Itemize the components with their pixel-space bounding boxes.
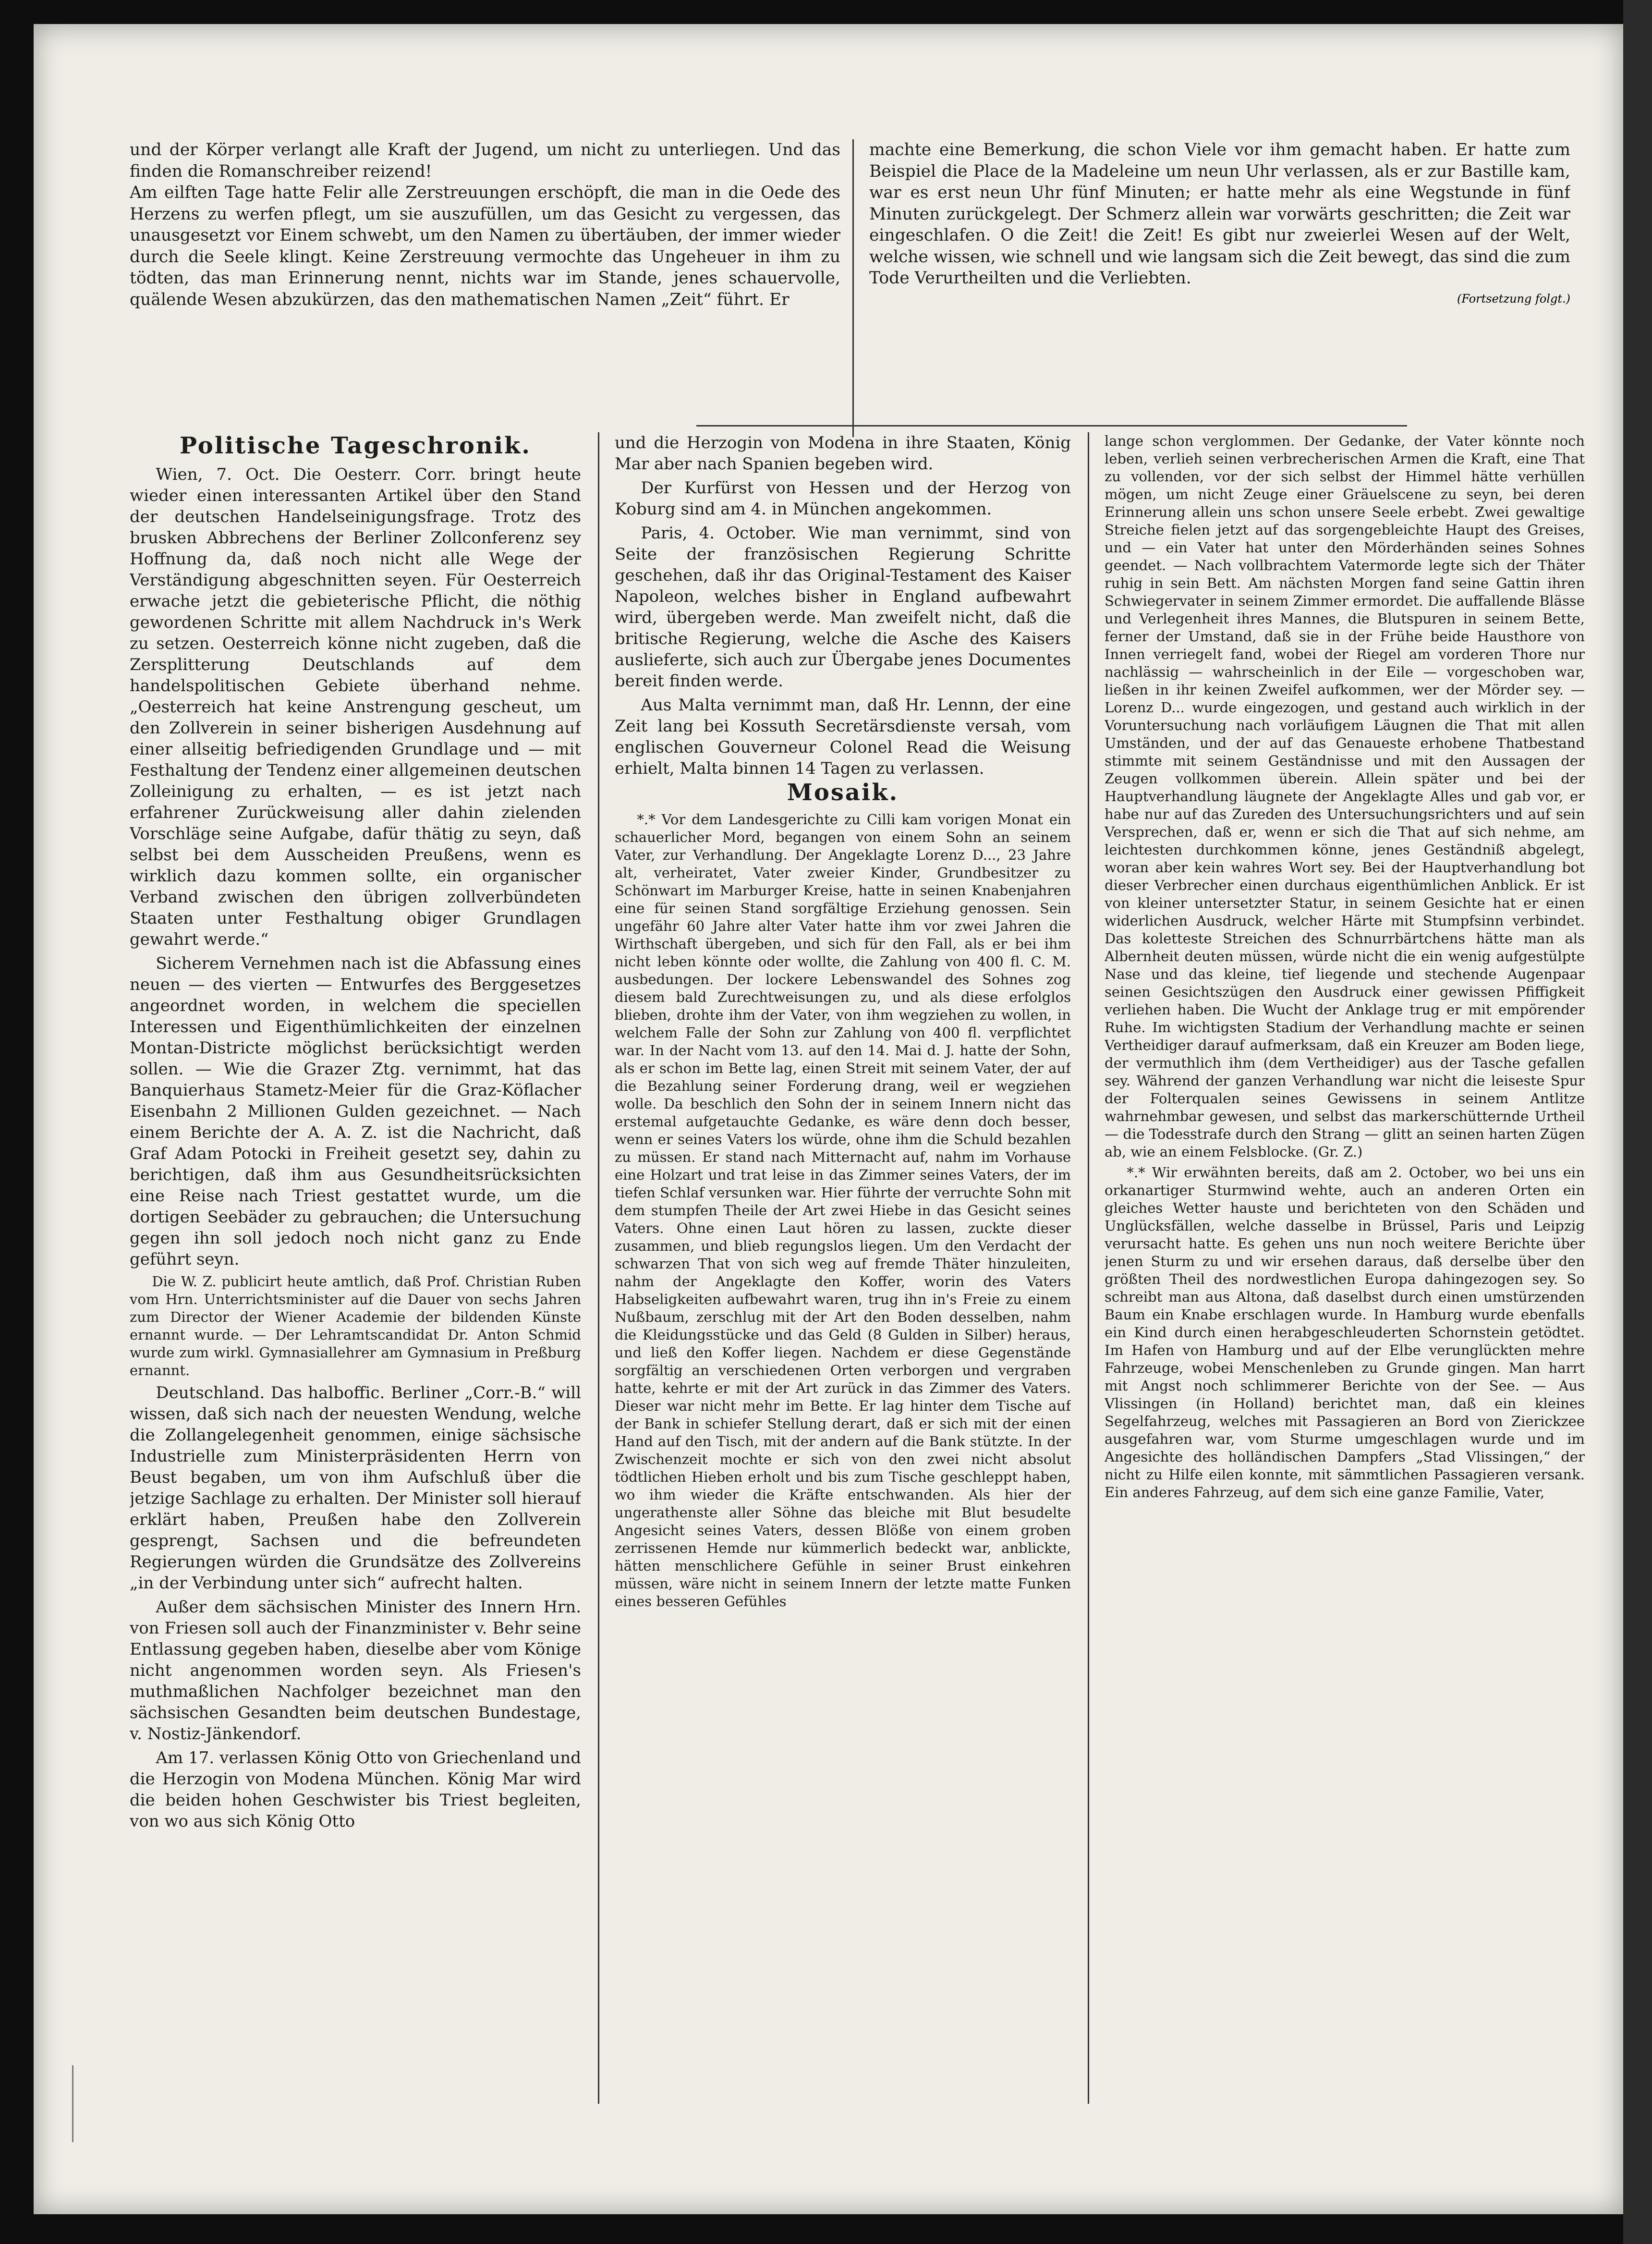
section-divider [696, 425, 1407, 427]
novel-text-right: machte eine Bemerkung, die schon Viele vor ihm gemacht haben. Er hatte zum Beispiel die Place de la Madeleine um neun Uhr verlassen, als er zur Bastille kam, war es erst neun Uhr fünf Minuten; er hatte mehr als eine Wegstunde in fünf Minuten zurückgelegt. Der Schmerz allein war vorwärts geschritten; die Zeit war eingeschlafen. O die Zeit! die Zeit! Es gibt nur zweierlei Wesen auf der Welt, welche wissen, wie schnell und wie langsam sich die Zeit bewegt, das sind die zum Tode Verurtheilten und die Verliebten. [869, 140, 1570, 288]
article-wien: Wien, 7. Oct. Die Oesterr. Corr. bringt heute wieder einen interessanten Artikel über den Stand der deutschen Handelseinigungsfrage. Trotz des brusken Abbrechens der Berliner Zollconferenz sey Hoffnung da, daß noch nicht alle Wege der Verständigung abgeschnitten seyen. Für Oesterreich erwache jetzt die gebieterische Pflicht, die nöthig gewordenen Schritte mit allem Nachdruck in's Werk zu setzen. Oesterreich könne nicht zugeben, daß die Zersplitterung Deutschlands auf dem handelspolitischen Gebiete überhand nehme. „Oesterreich hat keine Anstrengung gescheut, um den Zollverein in seiner bisherigen Ausdehnung auf einer allseitig befriedigenden Grundlage und — mit Festhaltung der Tendenz einer allgemeinen deutschen Zolleinigung zu erhalten, — es ist jetzt nach erfahrener Zurückweisung aller dahin zielenden Vorschläge seine Aufgabe, dafür thätig zu seyn, daß selbst bei dem Ausscheiden Preußens, wenn es wirklich dazu kommen sollte, ein organischer Verband zwischen den übrigen zollverbündeten Staaten unter Festhaltung obiger Grundlagen gewahrt werde.“ [130, 465, 581, 949]
article-saxony-ministers: Außer dem sächsischen Minister des Innern Hrn. von Friesen soll auch der Finanzminister v. Behr seine Entlassung gegeben haben, dieselbe aber vom Könige nicht angenommen worden seyn. Als Friesen's muthmaßlichen Nachfolger bezeichnet man den sächsischen Gesandten beim deutschen Bundestage, v. Nostiz-Jänkendorf. [130, 1598, 581, 1744]
article-deutschland: Deutschland. Das halboffic. Berliner „Corr.-B.“ will wissen, daß sich nach der neuesten Wendung, welche die Zollangelegenheit genommen, einige sächsische Industrielle zum Ministerpräsidenten Herrn von Beust begaben, um von ihm Aufschluß über die jetzige Sachlage zu erhalten. Der Minister soll hierauf erklärt haben, Preußen habe den Zollverein gesprengt, Sachsen und die befreundeten Regierungen würden die Grundsätze des Zollvereins „in der Verbindung unter sich“ aufrecht halten. [130, 1383, 581, 1593]
column-middle [615, 432, 1071, 2104]
column-politics [130, 432, 581, 2104]
continuation-note: (Fortsetzung folgt.) [1457, 292, 1570, 305]
top-right-column [869, 139, 1570, 447]
article-berggesetz: Sicherem Vernehmen nach ist die Abfassung eines neuen — des vierten — Entwurfes des Berggesetzes angeordnet worden, in welchem die speciellen Interessen und Eigenthümlichkeiten der einzelnen Montan-Districte möglichst berücksichtigt werden sollen. — Wie die Grazer Ztg. vernimmt, hat das Banquierhaus Stametz-Meier für die Graz-Köflacher Eisenbahn 2 Millionen Gulden gezeichnet. — Nach einem Berichte der A. A. Z. ist die Nachricht, daß Graf Adam Potocki in Freiheit gesetzt sey, dahin zu berichtigen, daß ihm aus Gesundheitsrücksichten eine Reise nach Triest gestattet wurde, um die dortigen Seebäder zu gebrauchen; die Untersuchung gegen ihn soll jedoch noch nicht ganz zu Ende geführt seyn. [130, 954, 581, 1269]
mosaik-heading: Mosaik. [787, 779, 899, 806]
column-divider-2 [1088, 432, 1089, 2104]
article-king-otto: Am 17. verlassen König Otto von Griechenland und die Herzogin von Modena München. König Mar wird die beiden hohen Geschwister bis Triest begleiten, von wo aus sich König Otto [130, 1748, 581, 1831]
article-malta: Aus Malta vernimmt man, daß Hr. Lennn, der eine Zeit lang bei Kossuth Secretärsdienste versah, vom englischen Gouverneur Colonel Read die Weisung erhielt, Malta binnen 14 Tagen zu verlassen. [615, 695, 1071, 778]
politics-heading: Politische Tageschronik. [180, 432, 531, 459]
column-right [1105, 432, 1585, 2104]
column-divider-1 [598, 432, 599, 2104]
novel-text-left: und der Körper verlangt alle Kraft der Jugend, um nicht zu unterliegen. Und das finden die Romanschreiber reizend! Am eilften Tage hatte Felir alle Zerstreuungen erschöpft, die man in die Oede des Herzens zu werfen pflegt, um sie auszufüllen, um das Gesicht zu vergessen, das unausgesetzt vor Einem schwebt, um den Namen zu übertäuben, der immer wieder durch die Seele klingt. Keine Zerstreuung vermochte das Ungeheuer in ihm zu tödten, das man Erinnerung nennt, nichts war im Stande, jenes schauervolle, quälende Wesen abzukürzen, das den mathematischen Namen „Zeit“ führt. Er [130, 140, 840, 309]
article-cilli-murder: *.* Vor dem Landesgerichte zu Cilli kam vorigen Monat ein schauerlicher Mord, begangen von einem Sohn an seinem Vater, zur Verhandlung. Der Angeklagte Lorenz D..., 23 Jahre alt, verheiratet, Vater zweier Kinder, Grundbesitzer zu Schönwart im Marburger Kreise, hatte in seinen Knabenjahren eine für seinen Stand sorgfältige Erziehung genossen. Sein ungefähr 60 Jahre alter Vater hatte ihm vor zwei Jahren die Wirthschaft übergeben, und sich für den Fall, als er bei ihm nicht leben könnte oder wollte, die Zahlung von 400 fl. C. M. ausbedungen. Der lockere Lebenswandel des Sohnes zog diesem bald Zurechtweisungen zu, und als diese erfolglos blieben, drohte ihm der Vater, von ihm wegziehen zu wollen, in welchem Falle der Sohn zur Zahlung von 400 fl. verpflichtet war. In der Nacht vom 13. auf den 14. Mai d. J. hatte der Sohn, als er schon im Bette lag, einen Streit mit seinem Vater, der auf die Bezahlung seiner Forderung drang, weil er wegziehen wolle. Da beschlich den Sohn der in seinem Innern nicht das erstemal aufgetauchte Gedanke, es wäre denn doch besser, wenn er seines Vaters los würde, ohne ihm die Schuld bezahlen zu müssen. Er stand nach Mitternacht auf, nahm im Vorhause eine Holzart und trat leise in das Zimmer seines Vaters, der im tiefen Schlaf versunken war. Hier führte der verruchte Sohn mit dem stumpfen Theile der Art zwei Hiebe in das Gesicht seines Vaters. Ohne einen Laut hören zu lassen, zuckte dieser zusammen, und blieb regungslos liegen. Um den Verdacht der schwarzen That von sich weg auf fremde Thäter hinzuleiten, nahm der Angeklagte den Koffer, worin des Vaters Habseligkeiten aufbewahrt waren, trug ihn in's Freie zu einem Nußbaum, zerschlug mit der Art den Boden desselben, nahm die Kleidungsstücke und das Geld (8 Gulden in Silber) heraus, und ließ den Koffer liegen. Nachdem er diese Gegenstände sorgfältig an verschiedenen Orten verborgen und vergraben hatte, kehrte er mit der Art zurück in das Zimmer des Vaters. Dieser war nicht mehr im Bette. Er lag hinter dem Tische auf der Bank in schiefer Stellung derart, daß er sich mit der einen Hand auf den Tisch, mit der andern auf die Bank stützte. In der Zwischenzeit mochte er sich von den zwei nicht absolut tödtlichen Hieben erholt und bis zum Tische geschleppt haben, wo ihm wieder die Kräfte entschwanden. Als hier der ungerathenste aller Söhne das bleiche mit Blut besudelte Angesicht seines Vaters, dessen Blöße von einem groben zerrissenen Hemde nur kümmerlich bedeckt war, anblickte, hätten menschlichere Gefühle in seiner Brust einkehren müssen, wäre nicht in seinem Innern der letzte matte Funken eines besseren Gefühles [615, 811, 1071, 1610]
article-paris: Paris, 4. October. Wie man vernimmt, sind von Seite der französischen Regierung Schritte geschehen, daß ihr das Original-Testament des Kaiser Napoleon, welches bisher in England aufbewahrt wird, übergeben werde. Man zweifelt nicht, daß die britische Regierung, welche die Asche des Kaisers auslieferte, sich auch zur Übergabe jenes Documentes bereit finden werde. [615, 524, 1071, 691]
article-modena: und die Herzogin von Modena in ihre Staaten, König Mar aber nach Spanien begeben wird. [615, 433, 1071, 474]
margin-mark [72, 2065, 83, 2142]
scan-border [1623, 0, 1652, 2244]
top-left-column [130, 139, 840, 437]
article-storm: *.* Wir erwähnten bereits, daß am 2. October, wo bei uns ein orkanartiger Sturmwind wehte, auch an anderen Orten ein gleiches Wetter hauste und berichteten von den Schäden und Unglücksfällen, welche dasselbe in Brüssel, Paris und Leipzig verursacht hatte. Es gehen uns nun noch weitere Berichte über jenen Sturm zu und wir ersehen daraus, daß derselbe über den größten Theil des nordwestlichen Europa dahingezogen sey. So schreibt man aus Altona, daß daselbst durch einen umstürzenden Baum ein Knabe erschlagen wurde. In Hamburg wurde ebenfalls ein Kind durch einen herabgeschleuderten Schornstein getödtet. Im Hafen von Hamburg und auf der Elbe verunglückten mehre Fahrzeuge, wobei Menschenleben zu Grunde gingen. Man harrt mit Angst noch schlimmerer Berichte von der See. — Aus Vlissingen (in Holland) berichtet man, daß ein kleines Segelfahrzeug, welches mit Passagieren an Bord von Zierickzee ausgefahren war, vom Sturme umgeschlagen wurde und im Angesichte des holländischen Dampfers „Stad Vlissingen,“ der nicht zu Hilfe eilen konnte, mit sämmtlichen Passagieren versank. Ein anderes Fahrzeug, auf dem sich eine ganze Familie, Vater, [1105, 1164, 1585, 1500]
article-hessen-koburg: Der Kurfürst von Hessen und der Herzog von Koburg sind am 4. in München angekommen. [615, 478, 1071, 519]
newspaper-page [34, 24, 1623, 2214]
article-appointments: Die W. Z. publicirt heute amtlich, daß Prof. Christian Ruben vom Hrn. Unterrichtsminister auf die Dauer von sechs Jahren zum Director der Wiener Academie der bildenden Künste ernannt wurde. — Der Lehramtscandidat Dr. Anton Schmid wurde zum wirkl. Gymnasiallehrer am Gymnasium in Preßburg ernannt. [130, 1273, 581, 1378]
article-cilli-continued: lange schon verglommen. Der Gedanke, der Vater könnte noch leben, verlieh seinen verbrecherischen Armen die Kraft, eine That zu vollenden, vor der sich selbst der Himmel hätte verhüllen mögen, um nicht Zeuge einer Gräuelscene zu seyn, bei deren Erinnerung allein uns schon unsere Seele erbebt. Zwei gewaltige Streiche fielen jetzt auf das sorgengebleichte Haupt des Greises, und — ein Vater hat unter den Mörderhänden seines Sohnes geendet. — Nach vollbrachtem Vatermorde legte sich der Thäter ruhig in sein Bett. Am nächsten Morgen fand seine Gattin ihren Schwiegervater in seinem Zimmer ermordet. Die auffallende Blässe und Verlegenheit ihres Mannes, die Blutspuren in seinem Bette, ferner der Umstand, daß sie in der Frühe beide Hausthore von Innen verriegelt fand, wobei der Riegel am vorderen Thore nur nachlässig — wahrscheinlich in der Eile — vorgeschoben war, ließen in ihr keinen Zweifel aufkommen, wer der Mörder sey. — Lorenz D... wurde eingezogen, und gestand auch wirklich in der Voruntersuchung nach vorläufigem Läugnen die That mit allen Umständen, und der auf das Genaueste erhobene Thatbestand stimmte mit seinem Geständnisse und mit den Aussagen der Zeugen vollkommen überein. Allein später und bei der Hauptverhandlung läugnete der Angeklagte Alles und gab vor, er habe nur auf das Zureden des Untersuchungsrichters und auf sein Versprechen, daß er, wenn er sich die That auf sich nehme, am leichtesten durchkommen könne, jenes Geständniß abgelegt, woran aber kein wahres Wort sey. Bei der Hauptverhandlung bot dieser Verbrecher einen durchaus eigenthümlichen Anblick. Er ist von kleiner untersetzter Statur, in seinem Gesichte hat er einen widerlichen Ausdruck, welcher Härte mit Stumpfsinn verbindet. Das koletteste Streichen des Schnurrbärtchens hätte man als Albernheit deuten müssen, würde nicht die ein wenig aufgestülpte Nase und das kleine, tief liegende und stechende Augenpaar seinen Gesichtszügen den Ausdruck einer gewissen Pfiffigkeit verliehen haben. Die Wucht der Anklage trug er mit empörender Ruhe. Im wichtigsten Stadium der Verhandlung machte er seinen Vertheidiger darauf aufmerksam, daß ein Kreuzer am Boden liege, der vermuthlich ihm (dem Vertheidiger) aus der Tasche gefallen sey. Während der ganzen Verhandlung war nicht die leiseste Spur der Folterqualen seines Gewissens in seinem Antlitze wahrnehmbar gewesen, und selbst das markerschütternde Urtheil — die Todesstrafe durch den Strang — glitt an seinen harten Zügen ab, wie an einem Felsblocke. (Gr. Z.) [1105, 433, 1585, 1160]
top-column-divider [852, 139, 854, 437]
